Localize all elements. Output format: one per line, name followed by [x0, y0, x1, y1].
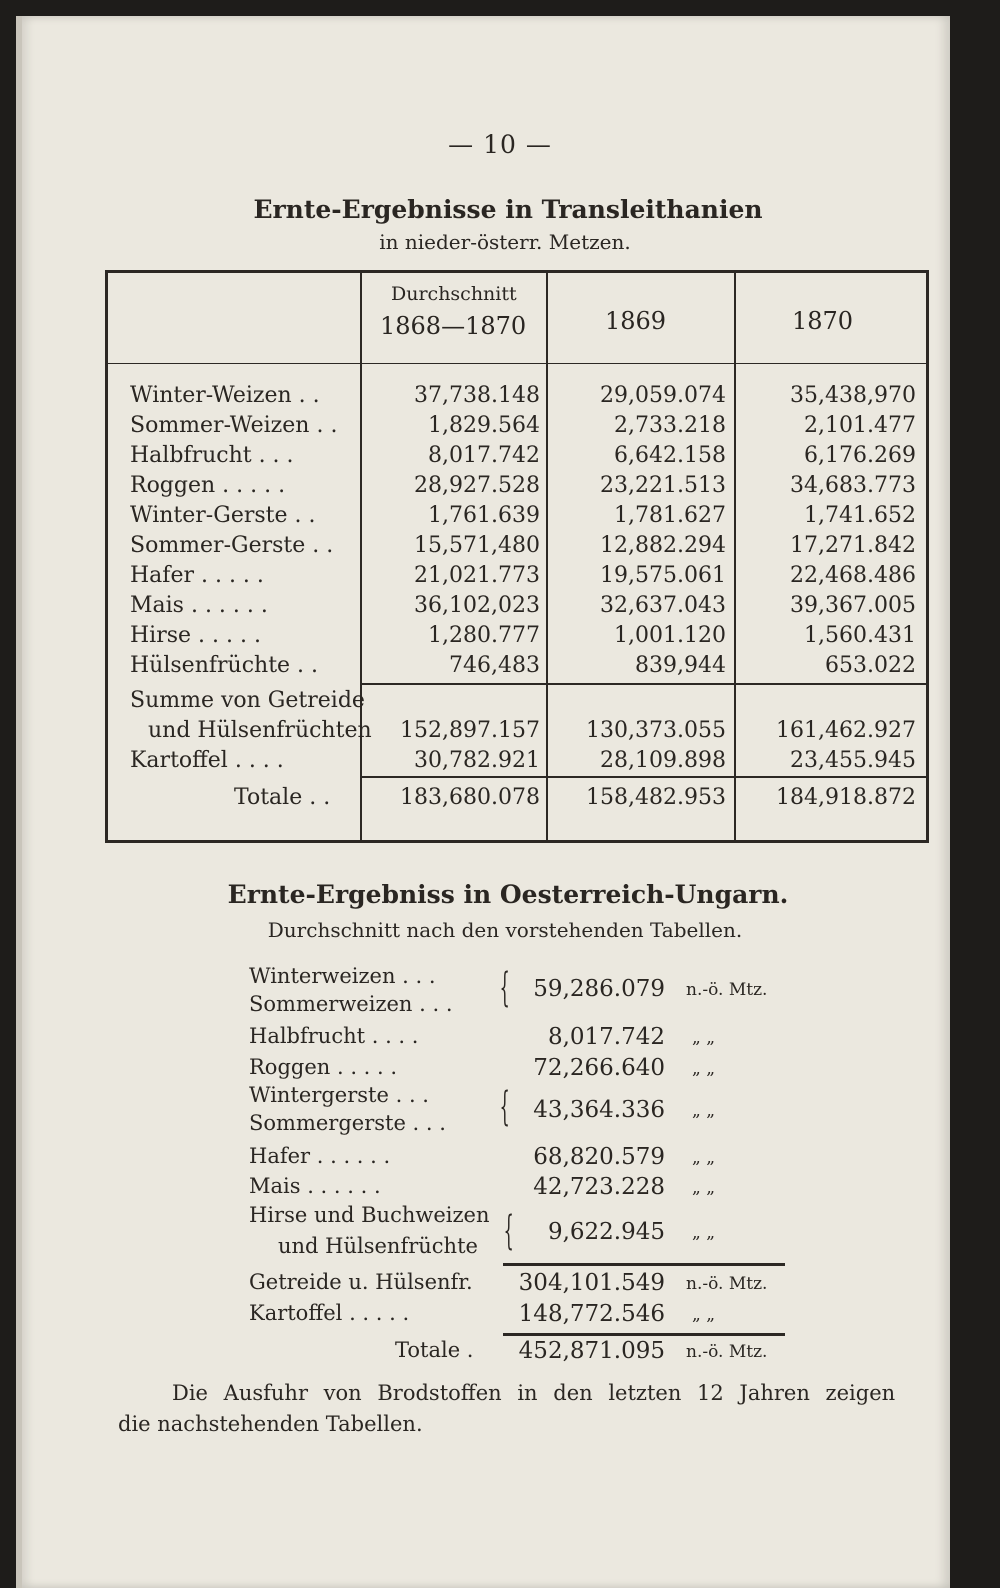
row-label: Halbfrucht . . . . [249, 1024, 419, 1048]
value-avg: 8,017.742 [428, 443, 540, 468]
value-avg: 36,102,023 [414, 593, 540, 618]
value-1869: 19,575.061 [600, 563, 726, 588]
row-unit: „ „ [692, 1028, 716, 1048]
value-1870: 17,271.842 [790, 533, 916, 558]
row-label: Mais . . . . . . [249, 1174, 381, 1198]
row-value: 42,723.228 [533, 1174, 665, 1200]
row-unit: „ „ [692, 1059, 716, 1079]
brace-icon: { [499, 1084, 510, 1130]
table2-subtitle: Durchschnitt nach den vorstehenden Tabellen. [267, 918, 743, 942]
table-row [108, 653, 932, 683]
row-value: 9,622.945 [547, 1219, 665, 1245]
value-1870: 2,101.477 [804, 413, 916, 438]
value-avg: 15,571,480 [414, 533, 540, 558]
total-1869: 158,482.953 [586, 785, 726, 810]
value-1869: 839,944 [635, 653, 726, 678]
row-unit: „ „ [692, 1178, 716, 1198]
row-label: Roggen . . . . . [130, 473, 286, 498]
sum-1869: 130,373.055 [586, 718, 726, 743]
header-col-1868-1870: 1868—1870 [380, 312, 527, 340]
row-label-2: Sommergerste . . . [249, 1111, 446, 1135]
table-row [108, 623, 932, 653]
value-avg: 21,021.773 [414, 563, 540, 588]
row-label: Sommer-Weizen . . [130, 413, 338, 438]
table-row [108, 413, 932, 443]
row-label: Winter-Weizen . . [130, 383, 320, 408]
value-avg: 1,829.564 [428, 413, 540, 438]
potato-label: Kartoffel . . . . [130, 748, 284, 773]
value-1870: 1,741.652 [804, 503, 916, 528]
potato-avg: 30,782.921 [414, 748, 540, 773]
table-row [108, 383, 932, 413]
value-avg: 28,927.528 [414, 473, 540, 498]
value-avg: 1,761.639 [428, 503, 540, 528]
row-label: Halbfrucht . . . [130, 443, 294, 468]
row-value: 8,017.742 [547, 1024, 665, 1050]
sum-1870: 161,462.927 [776, 718, 916, 743]
value-1869: 12,882.294 [600, 533, 726, 558]
header-col-1870: 1870 [792, 307, 854, 335]
row-label: Hülsenfrüchte . . [130, 653, 319, 678]
table1 [105, 270, 929, 843]
row-unit: „ „ [692, 1101, 716, 1121]
total-sum-label: Totale . [395, 1338, 474, 1362]
row-value: 59,286.079 [533, 976, 665, 1002]
potato-1870: 23,455.945 [790, 748, 916, 773]
brace-icon: { [499, 965, 510, 1011]
row-label-2: und Hülsenfrüchte [278, 1234, 478, 1258]
row-value: 68,820.579 [533, 1144, 665, 1170]
footer-paragraph-line2: die nachstehenden Tabellen. [118, 1412, 423, 1436]
row-unit: „ „ [692, 1148, 716, 1168]
table-row [108, 443, 932, 473]
grain-sum-unit: n.-ö. Mtz. [686, 1274, 768, 1294]
total-label: Totale . . [234, 785, 331, 810]
potato-sum-unit: „ „ [692, 1305, 716, 1325]
total-1870: 184,918.872 [776, 785, 916, 810]
value-1870: 1,560.431 [804, 623, 916, 648]
row-unit: „ „ [692, 1223, 716, 1243]
table-row [108, 503, 932, 533]
divider [503, 1263, 785, 1266]
row-value: 43,364.336 [533, 1097, 665, 1123]
value-avg: 1,280.777 [428, 623, 540, 648]
potato-row [108, 748, 932, 778]
value-1870: 22,468.486 [790, 563, 916, 588]
value-1870: 35,438,970 [790, 383, 916, 408]
value-1870: 6,176.269 [804, 443, 916, 468]
value-avg: 746,483 [449, 653, 540, 678]
table-row [108, 593, 932, 623]
row-unit: n.-ö. Mtz. [686, 980, 768, 1000]
footer-paragraph-line1: Die Ausfuhr von Brodstoffen in den letzten 12 Jahren zeigen [172, 1381, 896, 1405]
table2-title: Ernte-Ergebniss in Oesterreich-Ungarn. [227, 880, 789, 909]
total-avg: 183,680.078 [400, 785, 540, 810]
table-row [108, 533, 932, 563]
value-1869: 29,059.074 [600, 383, 726, 408]
sum-label-row [108, 688, 932, 718]
value-1869: 1,781.627 [614, 503, 726, 528]
total-row [108, 785, 932, 815]
value-1870: 653.022 [825, 653, 916, 678]
table1-subtitle: in nieder-österr. Metzen. [379, 230, 631, 254]
brace-icon: { [503, 1208, 514, 1254]
table-row [108, 473, 932, 503]
grain-sum-label: Getreide u. Hülsenfr. [249, 1270, 473, 1294]
value-1869: 2,733.218 [614, 413, 726, 438]
sum-label-line1: Summe von Getreide [130, 688, 365, 713]
table1-title: Ernte-Ergebnisse in Transleithanien [253, 195, 763, 224]
value-1869: 23,221.513 [600, 473, 726, 498]
potato-sum-label: Kartoffel . . . . . [249, 1301, 410, 1325]
value-1870: 39,367.005 [790, 593, 916, 618]
row-label: Wintergerste . . . [249, 1083, 429, 1107]
header-average-label: Durchschnitt [391, 283, 517, 305]
table-row [108, 563, 932, 593]
value-1869: 6,642.158 [614, 443, 726, 468]
header-col-1869: 1869 [605, 307, 667, 335]
row-label: Hafer . . . . . . [249, 1144, 391, 1168]
value-avg: 37,738.148 [414, 383, 540, 408]
row-label: Hirse . . . . . [130, 623, 261, 648]
total-sum-value: 452,871.095 [518, 1338, 665, 1364]
grain-sum-value: 304,101.549 [518, 1270, 665, 1296]
potato-1869: 28,109.898 [600, 748, 726, 773]
row-label: Roggen . . . . . [249, 1055, 398, 1079]
value-1870: 34,683.773 [790, 473, 916, 498]
sum-row [108, 718, 932, 748]
sum-avg: 152,897.157 [400, 718, 540, 743]
sum-label-line2: und Hülsenfrüchten [148, 718, 372, 743]
value-1869: 1,001.120 [614, 623, 726, 648]
row-label: Hirse und Buchweizen [249, 1203, 490, 1227]
total-sum-unit: n.-ö. Mtz. [686, 1342, 768, 1362]
row-label: Mais . . . . . . [130, 593, 268, 618]
row-label: Winterweizen . . . [249, 964, 436, 988]
row-value: 72,266.640 [533, 1055, 665, 1081]
potato-sum-value: 148,772.546 [518, 1301, 665, 1327]
row-label: Sommer-Gerste . . [130, 533, 334, 558]
value-1869: 32,637.043 [600, 593, 726, 618]
page-number: — 10 — [448, 130, 552, 159]
row-label: Winter-Gerste . . [130, 503, 316, 528]
row-label: Hafer . . . . . [130, 563, 264, 588]
divider [503, 1333, 785, 1336]
row-label-2: Sommerweizen . . . [249, 992, 453, 1016]
